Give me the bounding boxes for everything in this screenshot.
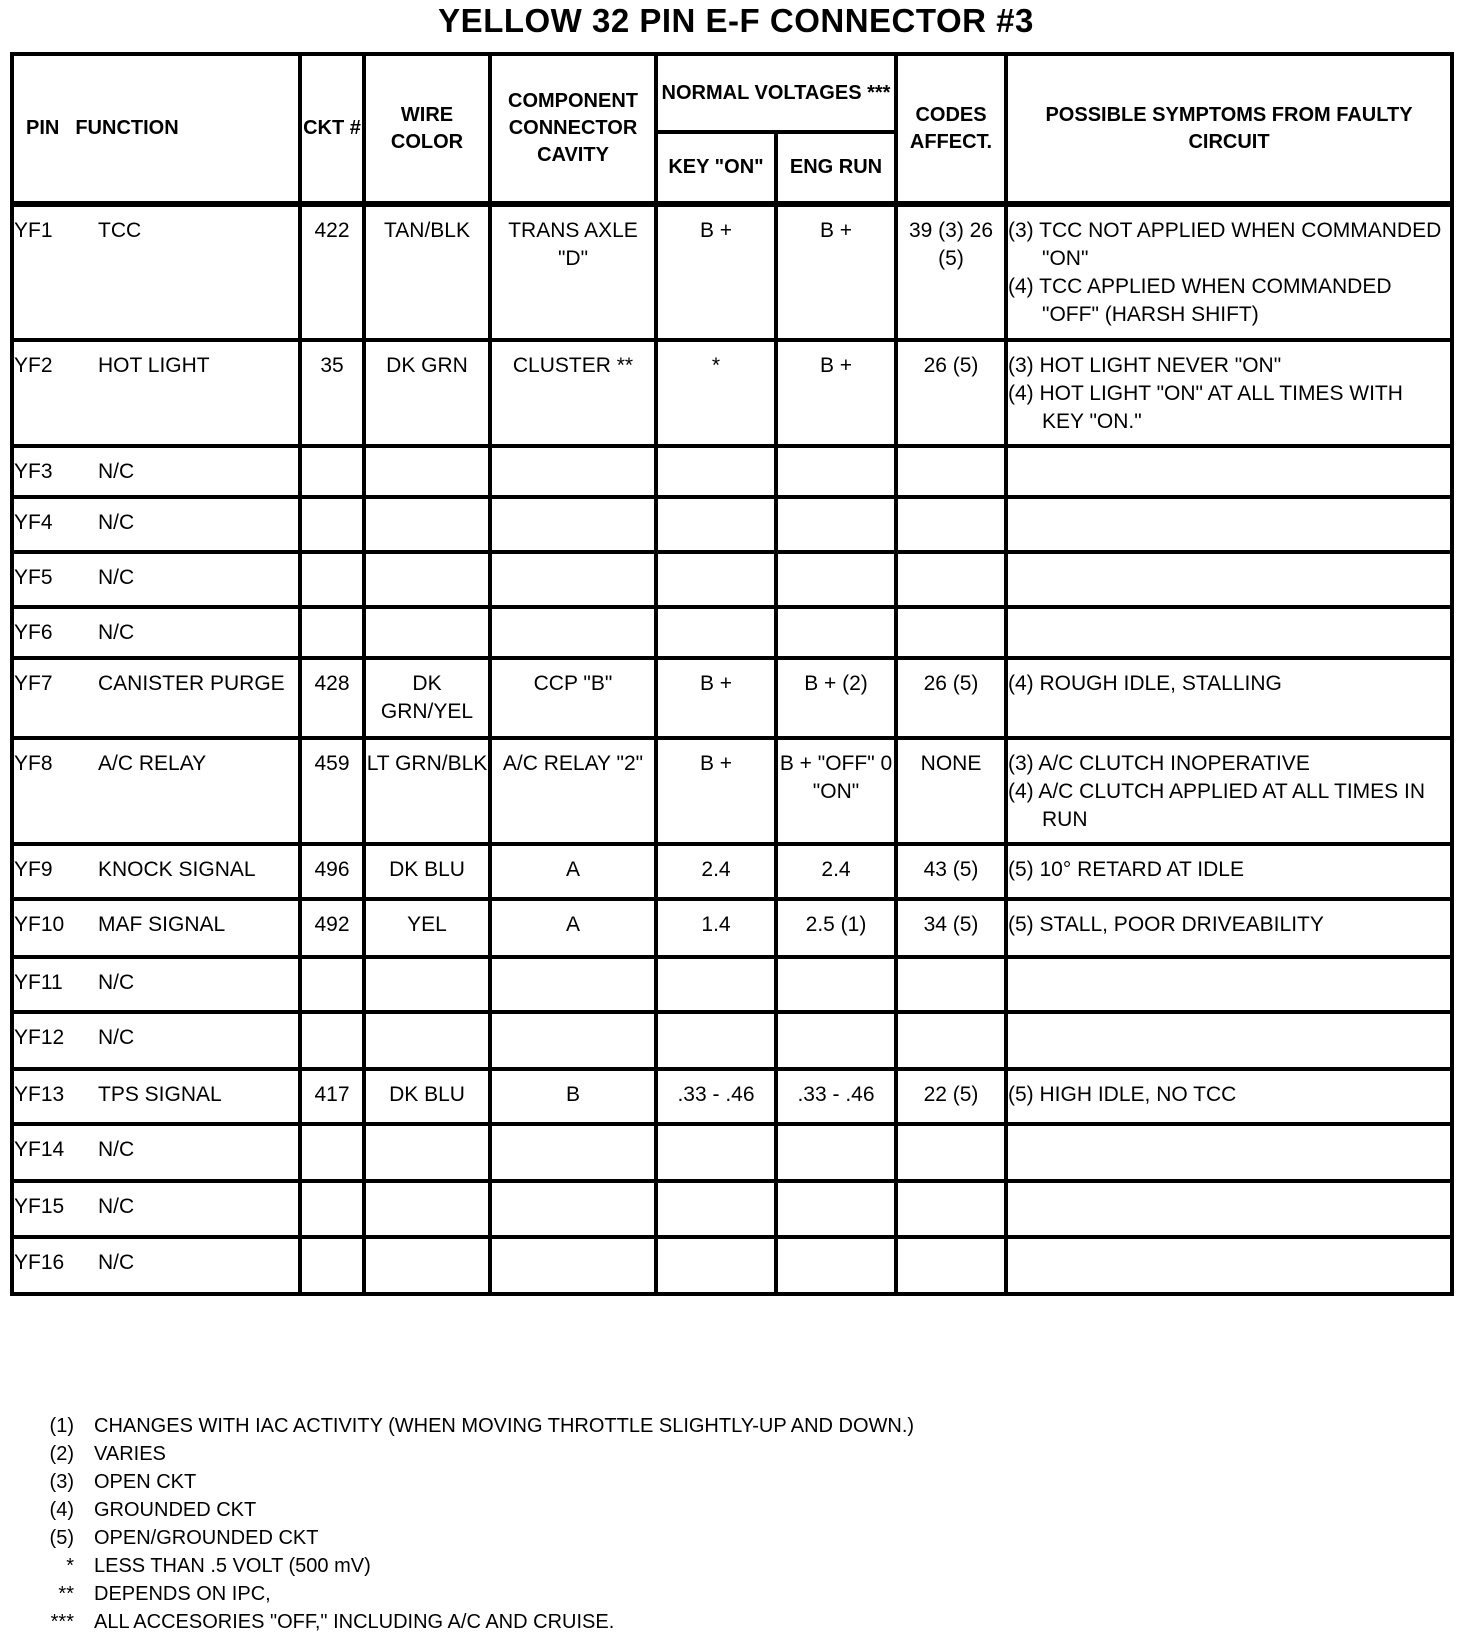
component-cavity	[490, 1181, 656, 1236]
symptom-line: (5) STALL, POOR DRIVEABILITY	[1008, 913, 1324, 937]
table-row	[12, 738, 1452, 844]
header-ckt: CKT #	[300, 54, 364, 204]
wire-color	[364, 607, 490, 658]
table-row	[12, 1012, 1452, 1069]
wire-color	[364, 552, 490, 607]
wire-color: DK GRN	[364, 340, 490, 446]
pin-id: YF4	[14, 510, 53, 534]
header-eng-run: ENG RUN	[776, 132, 896, 204]
wire-color: DK GRN/YEL	[364, 658, 490, 739]
header-component-cavity: COMPONENT CONNECTOR CAVITY	[490, 54, 656, 204]
possible-symptoms	[1006, 607, 1452, 658]
pin-function-cell	[12, 340, 300, 446]
connector-pin-table	[10, 52, 1454, 1296]
pin-id: YF6	[14, 620, 53, 644]
table-row	[12, 899, 1452, 956]
pin-id: YF12	[14, 1025, 65, 1049]
footnote-mark: (2)	[49, 1443, 74, 1465]
wire-color	[364, 1124, 490, 1181]
pin-function: TCC	[98, 219, 142, 242]
footnote-text: GROUNDED CKT	[94, 1499, 257, 1521]
component-cavity	[490, 446, 656, 497]
pin-id: YF1	[14, 219, 53, 242]
possible-symptoms	[1006, 957, 1452, 1012]
table-row	[12, 957, 1452, 1012]
footnote	[26, 1496, 914, 1524]
pin-function: CANISTER PURGE	[98, 671, 285, 695]
pin-function: N/C	[98, 510, 135, 534]
ckt-number: 417	[300, 1069, 364, 1124]
table-row	[12, 658, 1452, 739]
eng-run-voltage: .33 - .46	[776, 1069, 896, 1124]
pin-function: N/C	[98, 970, 135, 994]
footnote-mark: (1)	[49, 1415, 74, 1437]
key-on-voltage	[656, 957, 776, 1012]
wire-color: DK BLU	[364, 844, 490, 899]
codes-affected: 26 (5)	[896, 340, 1006, 446]
pin-function: A/C RELAY	[98, 752, 207, 776]
key-on-voltage: B +	[656, 204, 776, 340]
possible-symptoms	[1006, 552, 1452, 607]
pin-function: N/C	[98, 1025, 135, 1049]
possible-symptoms	[1006, 340, 1452, 446]
footnote-mark: (4)	[49, 1499, 74, 1521]
pin-function: N/C	[98, 1138, 135, 1162]
key-on-voltage: 1.4	[656, 899, 776, 956]
codes-affected	[896, 1237, 1006, 1294]
eng-run-voltage: B +	[776, 204, 896, 340]
codes-affected	[896, 1012, 1006, 1069]
ckt-number: 459	[300, 738, 364, 844]
possible-symptoms	[1006, 1124, 1452, 1181]
ckt-number: 496	[300, 844, 364, 899]
ckt-number: 35	[300, 340, 364, 446]
codes-affected	[896, 957, 1006, 1012]
table-row	[12, 340, 1452, 446]
eng-run-voltage	[776, 607, 896, 658]
key-on-voltage: 2.4	[656, 844, 776, 899]
component-cavity	[490, 957, 656, 1012]
table-row	[12, 552, 1452, 607]
ckt-number	[300, 552, 364, 607]
ckt-number	[300, 1237, 364, 1294]
footnote-mark: ***	[50, 1611, 74, 1633]
symptom-line: (4) TCC APPLIED WHEN COMMANDED "OFF" (HARSH SHIFT)	[1008, 275, 1392, 326]
key-on-voltage	[656, 552, 776, 607]
symptom-line: (5) HIGH IDLE, NO TCC	[1008, 1083, 1237, 1107]
footnote-text: OPEN CKT	[94, 1471, 197, 1493]
pin-function-cell	[12, 738, 300, 844]
eng-run-voltage: B + (2)	[776, 658, 896, 739]
page-title: YELLOW 32 PIN E-F CONNECTOR #3	[438, 2, 1034, 39]
codes-affected: 26 (5)	[896, 658, 1006, 739]
pin-function-cell	[12, 1069, 300, 1124]
possible-symptoms	[1006, 658, 1452, 739]
ckt-number	[300, 1012, 364, 1069]
ckt-number	[300, 446, 364, 497]
footnote	[26, 1580, 914, 1608]
eng-run-voltage: B +	[776, 340, 896, 446]
pin-function-cell	[12, 899, 300, 956]
key-on-voltage	[656, 607, 776, 658]
pin-id: YF10	[14, 913, 65, 937]
header-normal-voltages: NORMAL VOLTAGES ***	[656, 54, 896, 132]
eng-run-voltage	[776, 552, 896, 607]
component-cavity: B	[490, 1069, 656, 1124]
ckt-number: 422	[300, 204, 364, 340]
footnote	[26, 1440, 914, 1468]
codes-affected: 39 (3) 26 (5)	[896, 204, 1006, 340]
pin-function-cell	[12, 1181, 300, 1236]
eng-run-voltage	[776, 497, 896, 552]
key-on-voltage	[656, 1124, 776, 1181]
component-cavity: A	[490, 899, 656, 956]
possible-symptoms	[1006, 844, 1452, 899]
eng-run-voltage	[776, 446, 896, 497]
wire-color	[364, 1181, 490, 1236]
component-cavity: A	[490, 844, 656, 899]
wire-color	[364, 957, 490, 1012]
key-on-voltage: B +	[656, 658, 776, 739]
footnote-text: CHANGES WITH IAC ACTIVITY (WHEN MOVING THROTTLE SLIGHTLY-UP AND DOWN.)	[94, 1415, 915, 1437]
component-cavity	[490, 1124, 656, 1181]
key-on-voltage	[656, 1181, 776, 1236]
symptom-line: (5) 10° RETARD AT IDLE	[1008, 858, 1244, 882]
codes-affected: 22 (5)	[896, 1069, 1006, 1124]
ckt-number: 492	[300, 899, 364, 956]
table-row	[12, 1181, 1452, 1236]
pin-function: N/C	[98, 1195, 135, 1219]
footnote-mark: (5)	[49, 1527, 74, 1549]
possible-symptoms	[1006, 204, 1452, 340]
pin-function: KNOCK SIGNAL	[98, 858, 256, 882]
pin-rows	[12, 204, 1452, 1294]
wire-color	[364, 446, 490, 497]
pin-id: YF14	[14, 1138, 65, 1162]
pin-id: YF16	[14, 1250, 65, 1274]
footnote-text: ALL ACCESORIES "OFF," INCLUDING A/C AND CRUISE.	[94, 1611, 615, 1633]
eng-run-voltage: 2.5 (1)	[776, 899, 896, 956]
pin-id: YF15	[14, 1195, 65, 1219]
table-row	[12, 446, 1452, 497]
possible-symptoms	[1006, 1012, 1452, 1069]
footnotes	[26, 1412, 914, 1636]
pin-function-cell	[12, 607, 300, 658]
table-row	[12, 1069, 1452, 1124]
table-row	[12, 1237, 1452, 1294]
wire-color: DK BLU	[364, 1069, 490, 1124]
codes-affected: 43 (5)	[896, 844, 1006, 899]
pin-function-cell	[12, 658, 300, 739]
pin-function-cell	[12, 1124, 300, 1181]
pin-id: YF9	[14, 858, 53, 882]
table-row	[12, 204, 1452, 340]
symptom-line: (4) ROUGH IDLE, STALLING	[1008, 671, 1282, 695]
table-row	[12, 844, 1452, 899]
wire-color	[364, 1012, 490, 1069]
wire-color: YEL	[364, 899, 490, 956]
codes-affected: 34 (5)	[896, 899, 1006, 956]
codes-affected	[896, 1181, 1006, 1236]
component-cavity: CLUSTER **	[490, 340, 656, 446]
codes-affected: NONE	[896, 738, 1006, 844]
possible-symptoms	[1006, 899, 1452, 956]
table-row	[12, 607, 1452, 658]
key-on-voltage: *	[656, 340, 776, 446]
footnote-text: LESS THAN .5 VOLT (500 mV)	[94, 1555, 371, 1577]
footnote-mark: **	[58, 1583, 74, 1605]
component-cavity: A/C RELAY "2"	[490, 738, 656, 844]
codes-affected	[896, 446, 1006, 497]
key-on-voltage	[656, 1012, 776, 1069]
possible-symptoms	[1006, 1237, 1452, 1294]
symptom-line: (4) A/C CLUTCH APPLIED AT ALL TIMES IN RUN	[1008, 780, 1426, 832]
eng-run-voltage	[776, 1181, 896, 1236]
possible-symptoms	[1006, 1069, 1452, 1124]
footnote	[26, 1552, 914, 1580]
wire-color	[364, 1237, 490, 1294]
header-key-on: KEY "ON"	[656, 132, 776, 204]
pin-function-cell	[12, 204, 300, 340]
codes-affected	[896, 497, 1006, 552]
pin-function: HOT LIGHT	[98, 353, 210, 377]
pin-function: TPS SIGNAL	[98, 1083, 222, 1107]
symptom-line: (3) A/C CLUTCH INOPERATIVE	[1008, 752, 1310, 776]
component-cavity	[490, 1012, 656, 1069]
pin-function-cell	[12, 844, 300, 899]
possible-symptoms	[1006, 738, 1452, 844]
eng-run-voltage	[776, 1012, 896, 1069]
possible-symptoms	[1006, 1181, 1452, 1236]
ckt-number	[300, 607, 364, 658]
key-on-voltage: .33 - .46	[656, 1069, 776, 1124]
wire-color: TAN/BLK	[364, 204, 490, 340]
pin-id: YF3	[14, 459, 53, 483]
header-pin-function	[12, 54, 300, 204]
component-cavity	[490, 607, 656, 658]
header-wire-color: WIRE COLOR	[364, 54, 490, 204]
footnote	[26, 1608, 914, 1636]
ckt-number	[300, 957, 364, 1012]
pin-id: YF11	[14, 970, 63, 994]
wire-color: LT GRN/BLK	[364, 738, 490, 844]
header-possible-symptoms: POSSIBLE SYMPTOMS FROM FAULTY CIRCUIT	[1006, 54, 1452, 204]
eng-run-voltage	[776, 1124, 896, 1181]
table-row	[12, 497, 1452, 552]
symptom-line: (3) TCC NOT APPLIED WHEN COMMANDED "ON"	[1008, 219, 1442, 270]
possible-symptoms	[1006, 446, 1452, 497]
pin-id: YF2	[14, 353, 53, 377]
pin-function-cell	[12, 552, 300, 607]
eng-run-voltage: 2.4	[776, 844, 896, 899]
pin-function: N/C	[98, 459, 135, 483]
pin-id: YF5	[14, 565, 53, 589]
component-cavity	[490, 552, 656, 607]
codes-affected	[896, 607, 1006, 658]
footnote-text: DEPENDS ON IPC,	[94, 1583, 271, 1605]
footnote-text: OPEN/GROUNDED CKT	[94, 1527, 319, 1549]
pin-function-cell	[12, 1237, 300, 1294]
wire-color	[364, 497, 490, 552]
ckt-number	[300, 1181, 364, 1236]
pin-function: N/C	[98, 565, 135, 589]
key-on-voltage	[656, 497, 776, 552]
component-cavity	[490, 497, 656, 552]
pin-function-cell	[12, 446, 300, 497]
codes-affected	[896, 1124, 1006, 1181]
symptom-line: (3) HOT LIGHT NEVER "ON"	[1008, 353, 1282, 377]
eng-run-voltage	[776, 1237, 896, 1294]
footnote-mark: (3)	[49, 1471, 74, 1493]
symptom-line: (4) HOT LIGHT "ON" AT ALL TIMES WITH KEY "ON."	[1008, 381, 1403, 433]
pin-function-cell	[12, 497, 300, 552]
pin-function: MAF SIGNAL	[98, 913, 226, 937]
header-function: FUNCTION	[75, 117, 179, 139]
eng-run-voltage	[776, 957, 896, 1012]
table-row	[12, 1124, 1452, 1181]
ckt-number: 428	[300, 658, 364, 739]
pin-function: N/C	[98, 1250, 135, 1274]
eng-run-voltage: B + "OFF" 0 "ON"	[776, 738, 896, 844]
key-on-voltage: B +	[656, 738, 776, 844]
pin-id: YF13	[14, 1083, 65, 1107]
component-cavity	[490, 1237, 656, 1294]
footnote	[26, 1412, 914, 1440]
pin-function-cell	[12, 1012, 300, 1069]
header-codes-affected: CODES AFFECT.	[896, 54, 1006, 204]
codes-affected	[896, 552, 1006, 607]
key-on-voltage	[656, 1237, 776, 1294]
footnote	[26, 1524, 914, 1552]
key-on-voltage	[656, 446, 776, 497]
pin-id: YF8	[14, 752, 53, 776]
footnote-text: VARIES	[94, 1443, 166, 1465]
footnote-mark: *	[66, 1555, 74, 1577]
ckt-number	[300, 1124, 364, 1181]
pin-function-cell	[12, 957, 300, 1012]
header-pin: PIN	[26, 117, 60, 139]
footnote	[26, 1468, 914, 1496]
pin-id: YF7	[14, 671, 53, 695]
component-cavity: TRANS AXLE "D"	[490, 204, 656, 340]
pin-function: N/C	[98, 620, 135, 644]
possible-symptoms	[1006, 497, 1452, 552]
component-cavity: CCP "B"	[490, 658, 656, 739]
ckt-number	[300, 497, 364, 552]
